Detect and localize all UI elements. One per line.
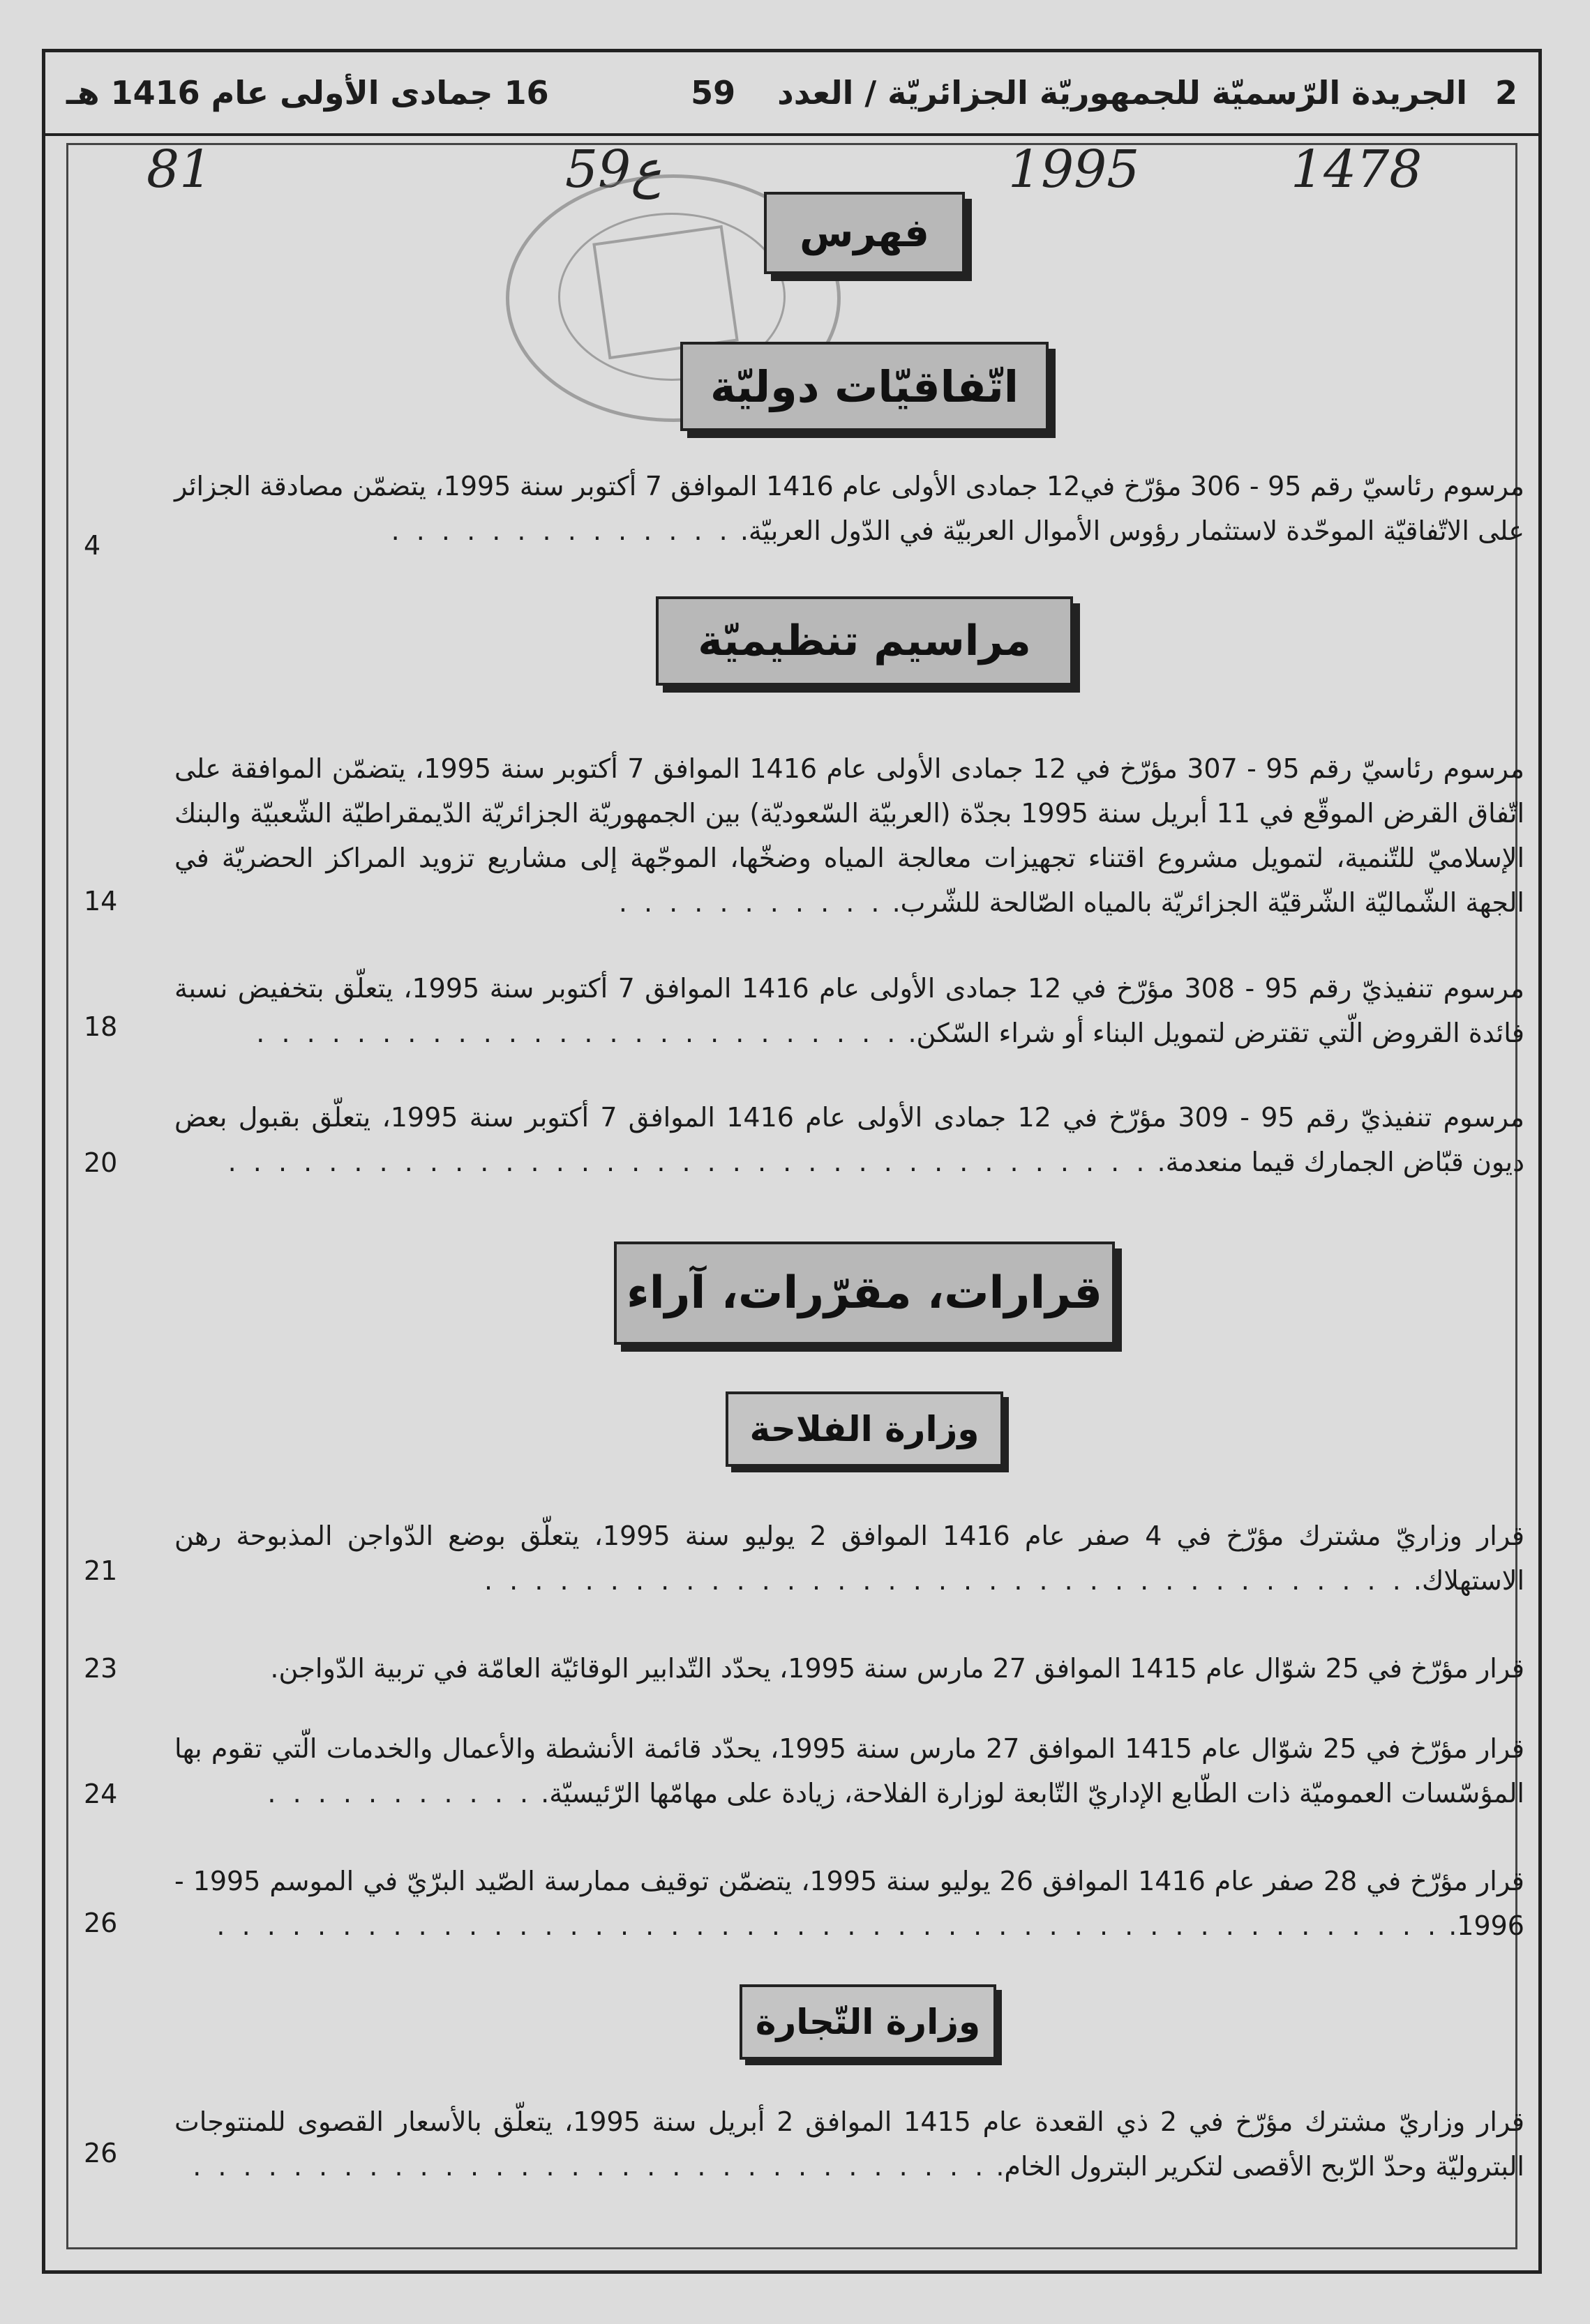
leader-dots: . . . . . . . . . . . xyxy=(267,1778,533,1809)
running-header xyxy=(45,52,1538,136)
journal-title: الجريدة الرّسميّة للجمهوريّة الجزائريّة / العدد xyxy=(777,74,1467,112)
toc-entry xyxy=(174,464,1524,553)
leader-dots: . . . . . . . . . . . . . . . . . . . . . . . . . . . . . . . . . . . . . . . . . . . . . . . . . xyxy=(216,1910,1441,1941)
page-number: 2 xyxy=(1494,74,1517,112)
hijri-date: 16 جمادى الأولى عام 1416 هـ xyxy=(66,74,549,112)
leader-dots: . . . . . . . . . . . . . . . . . . . . . . . . . . . . . . . . . . . . . xyxy=(484,1565,1405,1596)
heading-decisions: قرارات، مقرّرات، آراء xyxy=(614,1242,1115,1345)
leader-dots: . . . . . . . . . . . . . . . . . . . . . . . . . . . . . . . . . . . . . xyxy=(227,1147,1149,1177)
heading-index: فهرس xyxy=(764,192,965,274)
entry-text: مرسوم تنفيذيّ رقم 95 - 309 مؤرّخ في 12 جمادى الأولى عام 1416 الموافق 7 أكتوبر سنة 1995، يتعلّق بقبول بعض ديون قبّاض الجمارك قيما منعدمة. xyxy=(174,1102,1524,1177)
handwritten-note-code: 81 xyxy=(147,139,213,199)
toc-entry xyxy=(174,1859,1524,1948)
entry-text: مرسوم رئاسيّ رقم 95 - 306 مؤرّخ في12 جمادى الأولى عام 1416 الموافق 7 أكتوبر سنة 1995، يتضمّن مصادقة الجزائر على الاتّفاقيّة الموحّدة لاستثمار رؤوس الأموال العربيّة في الدّول العربيّة. xyxy=(174,471,1524,546)
toc-entry xyxy=(174,1646,1524,1691)
entry-page-number: 26 xyxy=(84,2138,118,2168)
heading-international-agreements: اتّفاقيّات دوليّة xyxy=(680,342,1049,431)
handwritten-note-number: 1478 xyxy=(1291,139,1423,199)
entry-text: قرار مؤرّخ في 28 صفر عام 1416 الموافق 26 يوليو سنة 1995، يتضمّن توقيف ممارسة الصّيد البرّيّ في الموسم 1995 - 1996. xyxy=(174,1866,1524,1941)
entry-page-number: 23 xyxy=(84,1653,118,1684)
entry-page-number: 24 xyxy=(84,1779,118,1809)
leader-dots: . . . . . . . . . . . . . . . . . . . . . . . . . . xyxy=(256,1018,900,1048)
entry-page-number: 21 xyxy=(84,1555,118,1586)
heading-ministry-agriculture: وزارة الفلاحة xyxy=(726,1391,1003,1467)
entry-text: مرسوم تنفيذيّ رقم 95 - 308 مؤرّخ في 12 جمادى الأولى عام 1416 الموافق 7 أكتوبر سنة 1995، يتعلّق بتخفيض نسبة فائدة القروض الّتي تقترض لتمويل البناء أو شراء السّكن. xyxy=(174,973,1525,1048)
leader-dots: . . . . . . . . . . . . . . . . . . . . . . . . . . . . . . . . xyxy=(193,2151,988,2182)
heading-ministry-trade: وزارة التّجارة xyxy=(740,1984,996,2060)
toc-entry xyxy=(174,1514,1524,1603)
leader-dots: . . . . . . . . . . . xyxy=(618,887,884,918)
handwritten-note-issue: 59ع xyxy=(565,139,662,199)
leader-dots: . . . . . . . . . . . . . . xyxy=(391,515,732,546)
handwritten-note-year: 1995 xyxy=(1008,139,1140,199)
toc-entry xyxy=(174,2099,1524,2189)
toc-entry xyxy=(174,966,1524,1055)
toc-entry xyxy=(174,746,1524,925)
toc-entry xyxy=(174,1095,1524,1184)
entry-text: قرار مؤرّخ في 25 شوّال عام 1415 الموافق 27 مارس سنة 1995، يحدّد قائمة الأنشطة والأعمال والخدمات الّتي تقوم بها المؤسّسات العموميّة ذات الطّابع الإداريّ التّابعة لوزارة الفلاحة، زيادة على مهامّها الرّئيسيّة. xyxy=(174,1733,1525,1809)
heading-regulatory-decrees: مراسيم تنظيميّة xyxy=(656,596,1073,686)
issue-number: 59 xyxy=(691,74,736,112)
entry-page-number: 14 xyxy=(84,886,118,916)
entry-page-number: 18 xyxy=(84,1011,118,1042)
entry-text: قرار مؤرّخ في 25 شوّال عام 1415 الموافق 27 مارس سنة 1995، يحدّد التّدابير الوقائيّة العامّة في تربية الدّواجن. xyxy=(270,1653,1524,1684)
toc-entry xyxy=(174,1726,1524,1816)
entry-text: مرسوم رئاسيّ رقم 95 - 307 مؤرّخ في 12 جمادى الأولى عام 1416 الموافق 7 أكتوبر سنة 1995، يتضمّن الموافقة على اتّفاق القرض الموقّع في 11 أبريل سنة 1995 بجدّة (العربيّة السّعوديّة) بين الجمهوريّة الجزائريّة الدّيمقراطيّة الشّعبيّة والبنك الإسلاميّ للتّنمية، لتمويل مشروع اقتناء تجهيزات معالجة المياه وضخّها، الموجّهة إلى مشاريع تزويد المراكز الحضريّة في الجهة الشّماليّة الشّرقيّة الجزائريّة بالمياه الصّالحة للشّرب. xyxy=(174,753,1525,918)
entry-page-number: 4 xyxy=(84,530,101,561)
entry-text: قرار وزاريّ مشترك مؤرّخ في 4 صفر عام 1416 الموافق 2 يوليو سنة 1995، يتعلّق بوضع الدّواجن المذبوحة رهن الاستهلاك. xyxy=(174,1521,1524,1596)
entry-page-number: 26 xyxy=(84,1908,118,1938)
entry-page-number: 20 xyxy=(84,1147,118,1178)
entry-text: قرار وزاريّ مشترك مؤرّخ في 2 ذي القعدة عام 1415 الموافق 2 أبريل سنة 1995، يتعلّق بالأسعار القصوى للمنتوجات البتروليّة وحدّ الرّبح الأقصى لتكرير البترول الخام. xyxy=(174,2106,1525,2182)
